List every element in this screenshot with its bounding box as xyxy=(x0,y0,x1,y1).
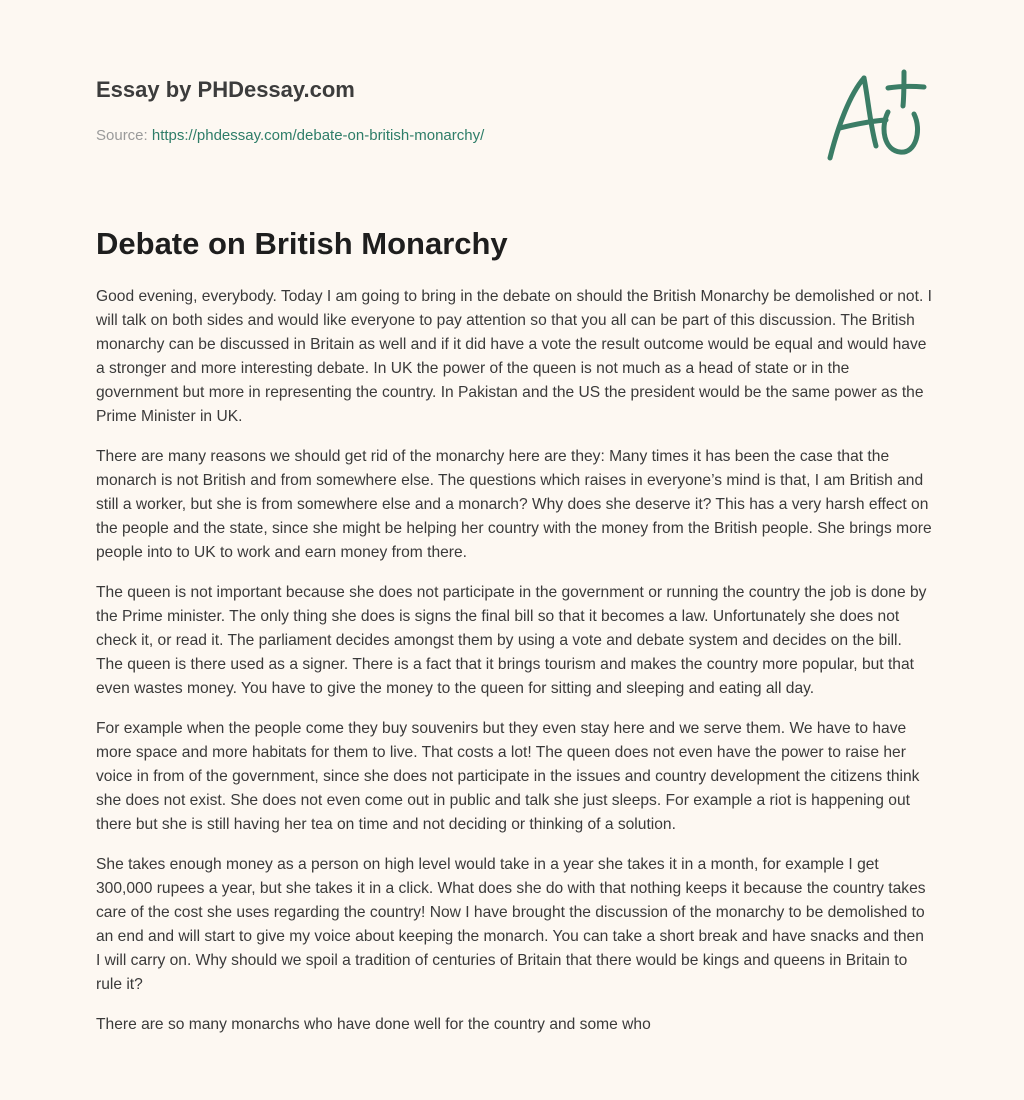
essay-paragraph: There are many reasons we should get rid of the monarchy here are they: Many times it has been the case that the monarch is not British and from somewhere else. The questions which raises in everyone’s mind is that, I am British and still a worker, but she is from somewhere else and a monarch? Why does she deserve it? This has a very harsh effect on the people and the state, since she might be helping her country with the money from the British people. She brings more people into to UK to work and earn money from there. xyxy=(96,448,932,561)
a-plus-grade-icon xyxy=(818,66,930,166)
essay-paragraph: She takes enough money as a person on high level would take in a year she takes it in a month, for example I get 300,000 rupees a year, but she takes it in a click. What does she do with that nothing keeps it because the country takes care of the cost she uses regarding the country! Now I have brought the discussion of the monarchy to be demolished to an end and will start to give my voice about keeping the monarch. You can take a short break and have snacks and then I will carry on. Why should we spoil a tradition of centuries of Britain that there would be kings and queens in Britain to rule it? xyxy=(96,856,926,993)
essay-paragraph: There are so many monarchs who have done well for the country and some who xyxy=(96,1016,651,1033)
essay-header xyxy=(96,76,796,146)
essay-paragraph: Good evening, everybody. Today I am going to bring in the debate on should the British Monarchy be demolished or not. I will talk on both sides and would like everyone to pay attention so that you all can be part of this discussion. The British monarchy can be discussed in Britain as well and if it did have a vote the result outcome would be equal and would have a stronger and more interesting debate. In UK the power of the queen is not much as a head of state or in the government but more in representing the country. In Pakistan and the US the president would be the same power as the Prime Minister in UK. xyxy=(96,288,932,425)
site-brand: Essay by PHDessay.com xyxy=(96,77,355,102)
source-line xyxy=(96,126,796,146)
source-link[interactable]: https://phdessay.com/debate-on-british-monarchy/ xyxy=(151,127,485,144)
essay-paragraph: The queen is not important because she does not participate in the government or running the country the job is done by the Prime minister. The only thing she does is signs the final bill so that it becomes a law. Unfortunately she does not check it, or read it. The parliament decides amongst them by using a vote and debate system and decides on the bill. The queen is there used as a signer. There is a fact that it brings tourism and makes the country more popular, but that even wastes money. You have to give the money to the queen for sitting and sleeping and eating all day. xyxy=(96,584,927,697)
source-label: Source: xyxy=(96,127,152,144)
essay-title: Debate on British Monarchy xyxy=(96,226,508,261)
essay-body xyxy=(96,285,932,1053)
essay-paragraph: For example when the people come they buy souvenirs but they even stay here and we serve them. We have to have more space and more habitats for them to live. That costs a lot! The queen does not even have the power to raise her voice in from of the government, since she does not participate in the issues and country development the citizens think she does not exist. She does not even come out in public and talk she just sleeps. For example a riot is happening out there but she is still having her tea on time and not deciding or thinking of a solution. xyxy=(96,720,920,833)
